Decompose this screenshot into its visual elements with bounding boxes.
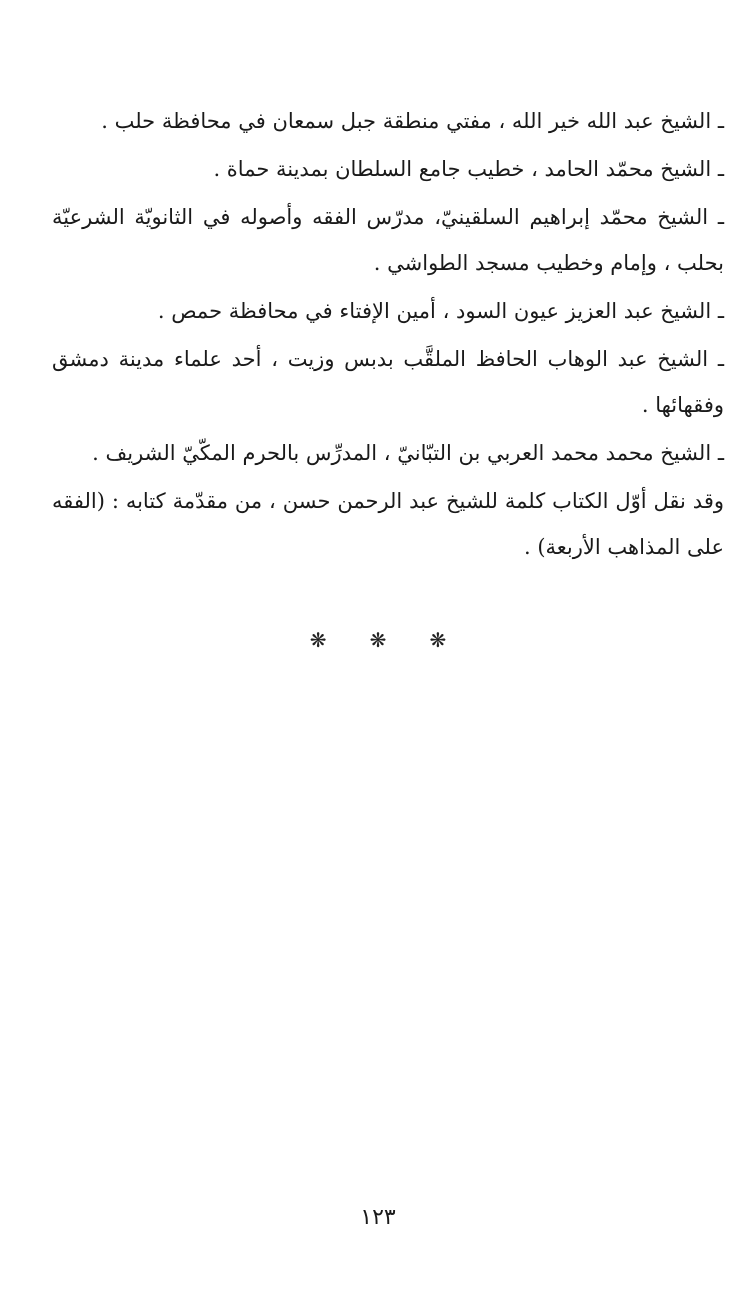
asterism-icon: ❋ (369, 628, 387, 652)
page-number: ١٢٣ (360, 1205, 396, 1230)
paragraph-scholar-1: ـ الشيخ عبد الله خير الله ، مفتي منطقة جبل سمعان في محافظة حلب . (101, 109, 724, 133)
paragraph-scholar-4: ـ الشيخ عبد العزيز عيون السود ، أمين الإفتاء في محافظة حمص . (157, 299, 724, 323)
main-text (52, 98, 724, 572)
paragraph-scholar-6: ـ الشيخ محمد محمد العربي بن التبّانيّ ، المدرِّس بالحرم المكّيّ الشريف . (92, 441, 724, 465)
paragraph-note: وقد نقل أوّل الكتاب كلمة للشيخ عبد الرحمن حسن ، من مقدّمة كتابه : (الفقه على المذاهب الأربعة) . (52, 489, 724, 559)
section-separator (0, 628, 756, 652)
asterism-icon: ❋ (309, 628, 327, 652)
asterism-icon: ❋ (429, 628, 447, 652)
paragraph-scholar-2: ـ الشيخ محمّد الحامد ، خطيب جامع السلطان بمدينة حماة . (213, 157, 724, 181)
paragraph-scholar-3: ـ الشيخ محمّد إبراهيم السلقينيّ، مدرّس الفقه وأصوله في الثانويّة الشرعيّة بحلب ، وإمام وخطيب مسجد الطواشي . (52, 205, 724, 275)
paragraph-scholar-5: ـ الشيخ عبد الوهاب الحافظ الملقَّب بدبس وزيت ، أحد علماء مدينة دمشق وفقهائها . (52, 347, 724, 417)
